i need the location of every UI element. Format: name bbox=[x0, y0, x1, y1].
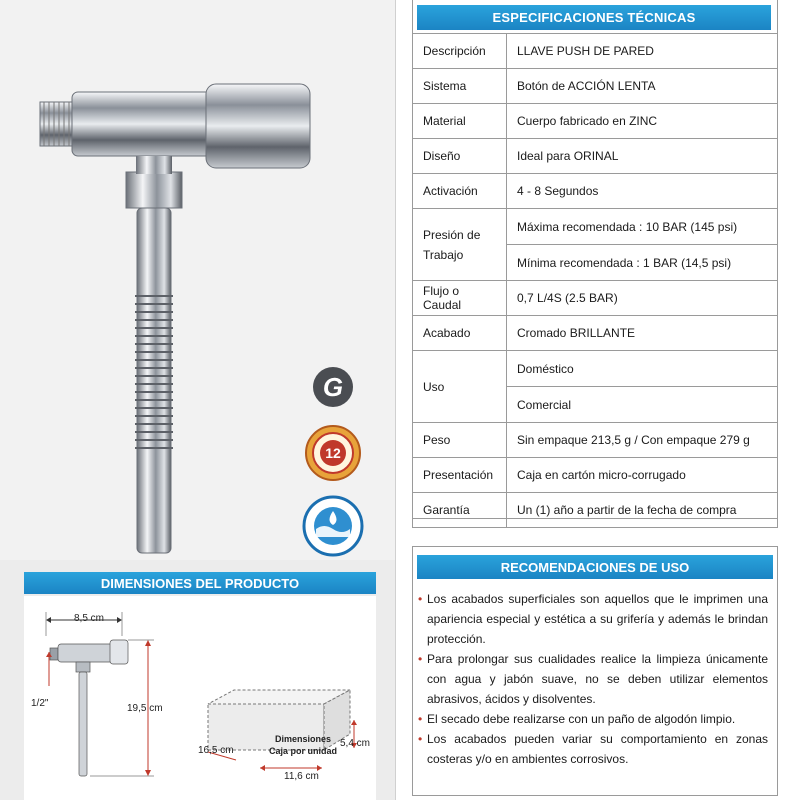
spec-value: Cuerpo fabricado en ZINC bbox=[507, 104, 778, 139]
list-item bbox=[418, 649, 768, 709]
spec-value: Mínima recomendada : 1 BAR (14,5 psi) bbox=[507, 245, 778, 281]
recommendations-title: RECOMENDACIONES DE USO bbox=[417, 555, 773, 579]
spec-label: Uso bbox=[413, 351, 507, 423]
box-length-label: 11,6 cm bbox=[284, 771, 319, 782]
list-item bbox=[418, 589, 768, 649]
box-label-line-1: Dimensiones bbox=[274, 734, 332, 744]
table-row bbox=[413, 351, 778, 387]
thread-inlet bbox=[40, 102, 72, 146]
table-row bbox=[413, 209, 778, 245]
spec-value: 4 - 8 Segundos bbox=[507, 174, 778, 209]
spec-value: LLAVE PUSH DE PARED bbox=[507, 34, 778, 69]
faucet-product-image bbox=[30, 70, 330, 560]
push-button bbox=[206, 84, 310, 168]
height-label: 19,5 cm bbox=[127, 703, 163, 714]
spec-value: Sin empaque 213,5 g / Con empaque 279 g bbox=[507, 423, 778, 458]
table-row bbox=[413, 458, 778, 493]
water-saver-seal-icon bbox=[302, 495, 364, 557]
list-item bbox=[418, 729, 768, 769]
dimension-drawing bbox=[24, 596, 376, 800]
divider bbox=[395, 0, 396, 800]
bullet: • bbox=[418, 592, 423, 606]
thread-label: 1/2" bbox=[31, 698, 49, 709]
specs-table bbox=[412, 33, 778, 528]
spec-label: Material bbox=[413, 104, 507, 139]
table-row bbox=[413, 423, 778, 458]
spec-label: Activación bbox=[413, 174, 507, 209]
box-label bbox=[268, 733, 338, 757]
recommendation-text: Los acabados superficiales son aquellos que le imprimen una apariencia especial y estética a su grifería y además le brindan protección. bbox=[427, 592, 768, 646]
spec-label: Peso bbox=[413, 423, 507, 458]
spec-label: Presentación bbox=[413, 458, 507, 493]
table-row bbox=[413, 281, 778, 316]
spec-label: Flujo o Caudal bbox=[413, 281, 507, 316]
hex-nut bbox=[126, 172, 182, 208]
warranty-seal-icon bbox=[304, 424, 362, 482]
spec-label: Diseño bbox=[413, 139, 507, 174]
table-row bbox=[413, 69, 778, 104]
bullet: • bbox=[418, 712, 423, 726]
table-row bbox=[413, 174, 778, 209]
box-height-label: 5,4 cm bbox=[340, 738, 371, 749]
bullet: • bbox=[418, 732, 423, 746]
spec-label: Presión de Trabajo bbox=[413, 209, 507, 281]
grival-letter: G bbox=[322, 372, 344, 402]
spec-value: Cromado BRILLANTE bbox=[507, 316, 778, 351]
spec-value: Ideal para ORINAL bbox=[507, 139, 778, 174]
table-row bbox=[413, 139, 778, 174]
warranty-years: 12 bbox=[325, 445, 341, 461]
spec-value: Comercial bbox=[507, 387, 778, 423]
table-row bbox=[413, 316, 778, 351]
grival-logo-icon bbox=[309, 365, 357, 409]
dimensions-title: DIMENSIONES DEL PRODUCTO bbox=[24, 572, 376, 594]
spec-label: Acabado bbox=[413, 316, 507, 351]
spec-value: 0,7 L/4S (2.5 BAR) bbox=[507, 281, 778, 316]
table-row bbox=[413, 34, 778, 69]
box-label-line-2: Caja por unidad bbox=[268, 746, 337, 756]
recommendation-text: Los acabados pueden variar su comportamiento en zonas costeras y/o en ambientes corrosivos. bbox=[427, 732, 768, 766]
recommendation-text: Para prolongar sus cualidades realice la limpieza únicamente con agua y jabón suave, no se deben utilizar elementos abrasivos, ácidos y disolventes. bbox=[427, 652, 768, 706]
specs-title: ESPECIFICACIONES TÉCNICAS bbox=[417, 5, 771, 30]
table-row bbox=[413, 493, 778, 528]
spec-value: Doméstico bbox=[507, 351, 778, 387]
width-label: 8,5 cm bbox=[74, 613, 105, 624]
spec-value: Caja en cartón micro-corrugado bbox=[507, 458, 778, 493]
box-depth-label: 16,5 cm bbox=[198, 745, 234, 756]
recommendation-text: El secado debe realizarse con un paño de algodón limpio. bbox=[427, 712, 736, 726]
spec-value: Botón de ACCIÓN LENTA bbox=[507, 69, 778, 104]
spec-label: Descripción bbox=[413, 34, 507, 69]
list-item bbox=[418, 709, 768, 729]
bullet: • bbox=[418, 652, 423, 666]
spec-value: Un (1) año a partir de la fecha de compra bbox=[507, 493, 778, 528]
table-row bbox=[413, 104, 778, 139]
recommendations-list bbox=[418, 589, 768, 769]
spec-label: Sistema bbox=[413, 69, 507, 104]
outlet-pipe bbox=[137, 208, 171, 553]
spec-label: Garantía bbox=[413, 493, 507, 528]
spec-value: Máxima recomendada : 10 BAR (145 psi) bbox=[507, 209, 778, 245]
